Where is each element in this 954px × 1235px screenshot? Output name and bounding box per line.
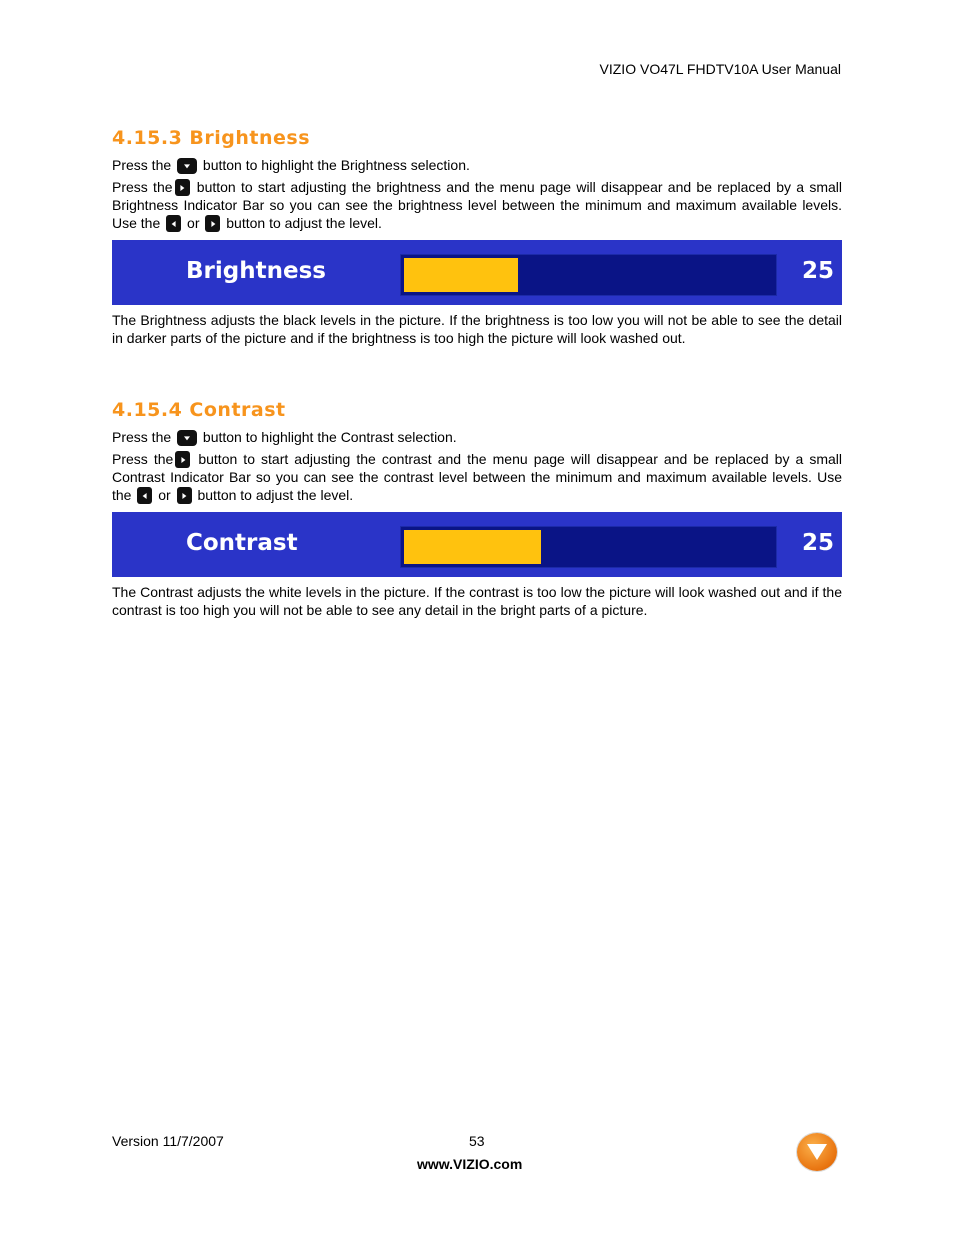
text-fragment: button to highlight the Contrast selection.: [199, 429, 457, 445]
contrast-indicator-bar: [112, 512, 842, 577]
text-fragment: or: [154, 487, 175, 503]
left-arrow-button-icon: [166, 215, 181, 232]
indicator-fill: [404, 530, 541, 564]
manual-title: VIZIO VO47L FHDTV10A User Manual: [599, 61, 841, 77]
left-arrow-button-icon: [137, 487, 152, 504]
right-arrow-button-icon: [177, 487, 192, 504]
indicator-label: Contrast: [186, 530, 298, 556]
indicator-value: 25: [801, 258, 834, 284]
text-fragment: button to start adjusting the brightness and the menu page will disappear and be replaced by a small Brightness Indicator Bar so you can see the brightness level between the minimum and maximum available levels. Use the: [112, 179, 842, 231]
contrast-section: [112, 398, 842, 619]
contrast-instruction-1: [112, 428, 842, 446]
section-heading-brightness: 4.15.3 Brightness: [112, 127, 311, 149]
indicator-track: [400, 526, 777, 568]
text-fragment: button to start adjusting the contrast and the menu page will disappear and be replaced by a small Contrast Indicator Bar so you can see the contrast level between the minimum and maximum available levels. Use the: [112, 451, 842, 503]
indicator-track: [400, 254, 777, 296]
right-arrow-button-icon: [205, 215, 220, 232]
footer-page-number: 53: [469, 1133, 485, 1149]
brightness-section: [112, 126, 842, 347]
text-fragment: or: [183, 215, 204, 231]
text-fragment: button to highlight the Brightness selection.: [199, 157, 470, 173]
text-fragment: Press the: [112, 429, 172, 445]
section-heading-contrast: 4.15.4 Contrast: [112, 399, 286, 421]
text-fragment: button to adjust the level.: [222, 215, 382, 231]
down-arrow-button-icon: [177, 430, 197, 446]
text-fragment: Press the: [112, 451, 174, 467]
vizio-logo-icon: [797, 1133, 837, 1171]
text-fragment: button to adjust the level.: [193, 487, 354, 503]
footer-url: www.VIZIO.com: [417, 1156, 523, 1172]
brightness-description: The Brightness adjusts the black levels in the picture. If the brightness is too low you will not be able to see the detail in darker parts of the picture and if the brightness is too high the picture will look washed out.: [112, 312, 842, 346]
text-fragment: Press the: [112, 157, 172, 173]
indicator-label: Brightness: [186, 258, 326, 284]
right-arrow-button-icon: [175, 451, 190, 468]
text-fragment: Press the: [112, 179, 173, 195]
down-arrow-button-icon: [177, 158, 197, 174]
indicator-fill: [404, 258, 518, 292]
contrast-instruction-2: [112, 450, 842, 504]
indicator-value: 25: [801, 530, 834, 556]
brightness-indicator-bar: [112, 240, 842, 305]
brightness-instruction-1: [112, 156, 842, 174]
right-arrow-button-icon: [175, 179, 190, 196]
footer-version: Version 11/7/2007: [112, 1133, 224, 1149]
contrast-description: The Contrast adjusts the white levels in the picture. If the contrast is too low the picture will look washed out and if the contrast is too high you will not be able to see any detail in the bright parts of a picture.: [112, 584, 842, 618]
brightness-instruction-2: [112, 178, 842, 232]
